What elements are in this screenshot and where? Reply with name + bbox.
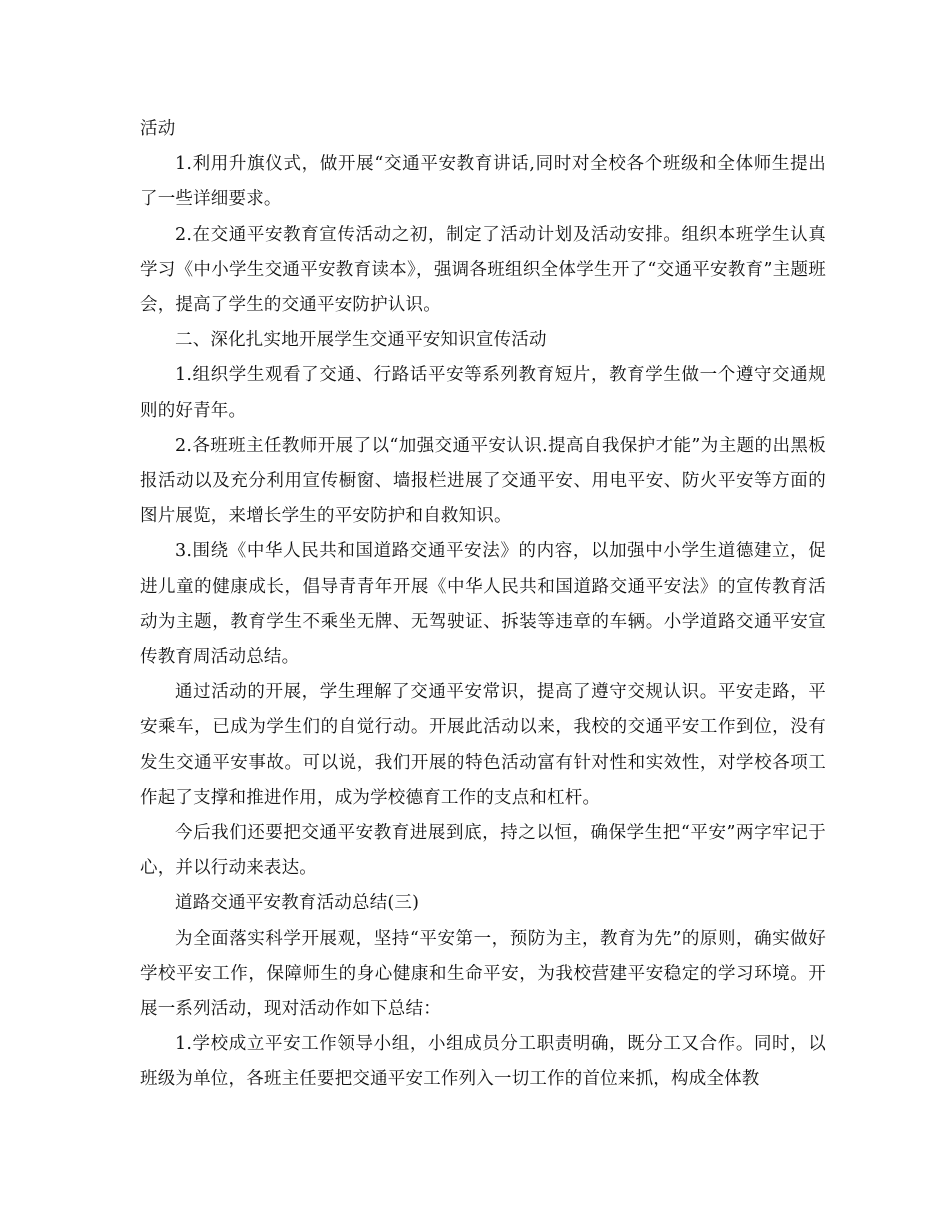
document-body <box>140 112 826 1098</box>
section-title: 道路交通平安教育活动总结(三) <box>175 893 420 914</box>
paragraph: 为全面落实科学开展观，坚持“平安第一，预防为主，教育为先”的原则，确实做好学校平安工作，保障师生的身心健康和生命平安，为我校营建平安稳定的学习环境。开展一系列活动，现对活动作如下总结： <box>140 928 826 1020</box>
paragraph-continuation: 活动 <box>140 119 176 139</box>
paragraph: 2.各班班主任教师开展了以“加强交通平安认识.提高自我保护才能”为主题的出黑板报活动以及充分利用宣传橱窗、墙报栏进展了交通平安、用电平安、防火平安等方面的图片展览，来增长学生的平安防护和自救知识。 <box>140 435 826 527</box>
paragraph: 1.利用升旗仪式，做开展“交通平安教育讲话,同时对全校各个班级和全体师生提出了一些详细要求。 <box>140 154 826 210</box>
paragraph: 3.围绕《中华人民共和国道路交通平安法》的内容，以加强中小学生道德建立，促进儿童的健康成长，倡导青青年开展《中华人民共和国道路交通平安法》的宣传教育活动为主题，教育学生不乘坐无牌、无驾驶证、拆装等违章的车辆。小学道路交通平安宣传教育周活动总结。 <box>140 541 826 668</box>
paragraph: 2.在交通平安教育宣传活动之初，制定了活动计划及活动安排。组织本班学生认真学习《中小学生交通平安教育读本》，强调各班组织全体学生开了“交通平安教育”主题班会，提高了学生的交通平安防护认识。 <box>140 224 826 316</box>
section-heading: 二、深化扎实地开展学生交通平安知识宣传活动 <box>175 330 547 351</box>
paragraph: 1.学校成立平安工作领导小组，小组成员分工职责明确，既分工又合作。同时，以班级为单位，各班主任要把交通平安工作列入一切工作的首位来抓，构成全体教 <box>140 1034 826 1090</box>
paragraph: 通过活动的开展，学生理解了交通平安常识，提高了遵守交规认识。平安走路，平安乘车，已成为学生们的自觉行动。开展此活动以来，我校的交通平安工作到位，没有发生交通平安事故。可以说，我们开展的特色活动富有针对性和实效性，对学校各项工作起了支撑和推进作用，成为学校德育工作的支点和杠杆。 <box>140 682 826 808</box>
paragraph: 今后我们还要把交通平安教育进展到底，持之以恒，确保学生把“平安”两字牢记于心，并以行动来表达。 <box>140 823 826 879</box>
paragraph: 1.组织学生观看了交通、行路话平安等系列教育短片，教育学生做一个遵守交通规则的好青年。 <box>140 365 826 421</box>
